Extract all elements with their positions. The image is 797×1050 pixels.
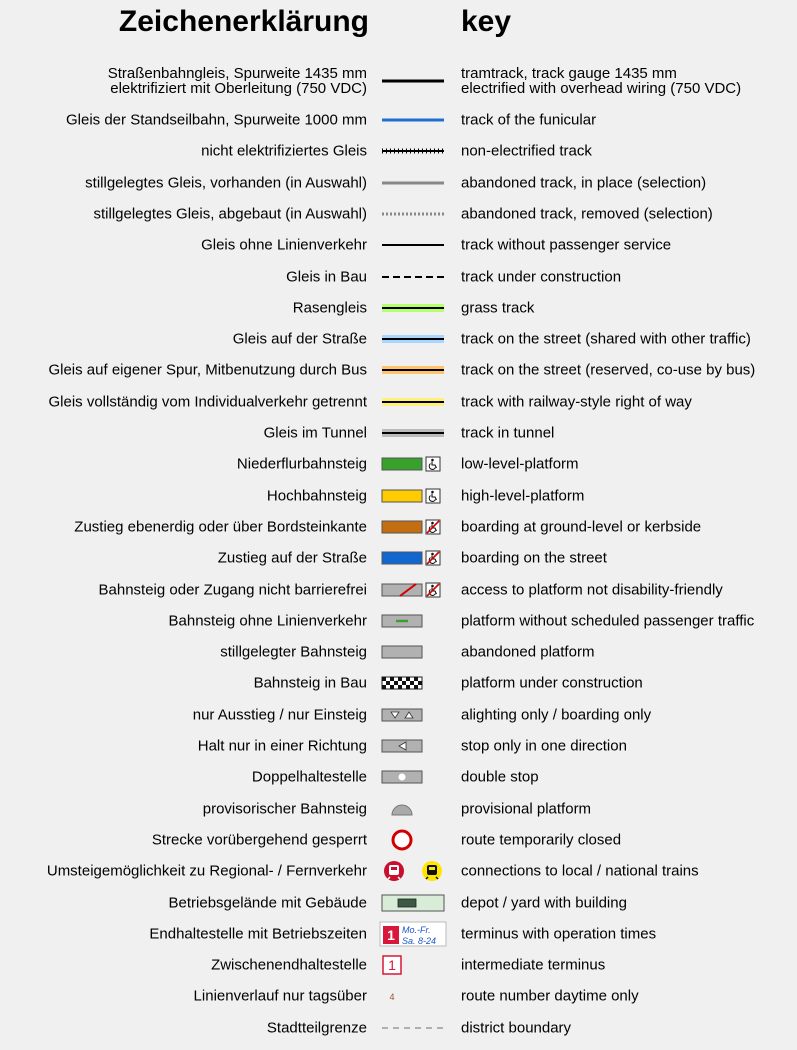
legend-label-english [461, 519, 701, 534]
legend-label-english-line: electrified with overhead wiring (750 VDC) [461, 80, 742, 97]
legend-label-english [461, 613, 754, 628]
legend-row [0, 231, 797, 259]
title-english: key [461, 5, 512, 38]
legend-label-german [152, 832, 367, 847]
legend-row [0, 106, 797, 134]
legend-label-german-line: stillgelegtes Gleis, abgebaut (in Auswahl) [93, 205, 367, 223]
legend-label-german [264, 426, 367, 441]
terminus-times-icon [378, 920, 448, 948]
legend-row [0, 419, 797, 447]
legend-label-english [461, 426, 554, 441]
street-boarding-no-wheelchair-icon [378, 544, 448, 572]
legend-label-german [286, 269, 367, 284]
legend-label-german-line: Gleis in Bau [286, 268, 367, 285]
legend-label-german [198, 739, 367, 754]
legend-row [0, 325, 797, 353]
legend-label-german [99, 582, 368, 597]
legend-label-english [461, 394, 692, 409]
legend-row [0, 763, 797, 791]
high-platform-wheelchair-icon [378, 482, 448, 510]
depot-building-icon [378, 889, 448, 917]
legend-label-german [201, 144, 367, 159]
legend-row [0, 1014, 797, 1042]
legend-label-english-line: track in tunnel [461, 424, 555, 442]
legend-row [0, 356, 797, 384]
not-accessible-platform-icon [378, 576, 448, 604]
legend-label-english-line: route temporarily closed [461, 831, 622, 849]
legend-row [0, 544, 797, 572]
legend-label-english-line: track on the street (shared with other traffic) [461, 330, 751, 348]
legend-label-english-line: track without passenger service [461, 236, 672, 254]
legend-label-english [461, 206, 713, 221]
legend-label-english-line: connections to local / national trains [461, 862, 699, 880]
legend-label-english-line: intermediate terminus [461, 956, 606, 974]
street-track-line-icon [378, 325, 448, 353]
legend-label-english [461, 676, 643, 691]
legend-row [0, 889, 797, 917]
legend-label-german-line: Halt nur in einer Richtung [197, 737, 367, 755]
legend-label-german-line: Linienverlauf nur tagsüber [193, 987, 367, 1005]
legend-label-german-line: elektrifiziert mit Oberleitung (750 VDC) [110, 80, 367, 97]
grass-track-line-icon [378, 294, 448, 322]
legend-label-german-line: stillgelegtes Gleis, vorhanden (in Auswahl) [85, 174, 367, 192]
legend-label-english-line: high-level-platform [461, 487, 585, 505]
track-no-service-line-icon [378, 231, 448, 259]
legend-label-german [203, 801, 367, 816]
legend-label-german-line: Rasengleis [292, 299, 367, 317]
legend-row [0, 450, 797, 478]
legend-label-english-line: abandoned platform [461, 643, 595, 661]
legend-label-german [201, 238, 367, 253]
legend-label-german [233, 332, 367, 347]
legend-label-english [461, 739, 627, 754]
low-platform-wheelchair-icon [378, 450, 448, 478]
legend-label-german [108, 66, 367, 96]
legend-label-english [461, 175, 706, 190]
legend-label-german-line: provisorischer Bahnsteig [202, 800, 367, 818]
legend-label-english-line: boarding on the street [461, 549, 607, 567]
legend-row [0, 638, 797, 666]
legend-label-english-line: low-level-platform [461, 455, 579, 473]
legend-row [0, 826, 797, 854]
legend-label-english-line: alighting only / boarding only [461, 706, 652, 724]
legend-label-german-line: Umsteigemöglichkeit zu Regional- / Fernverkehr [46, 862, 367, 880]
separated-track-line-icon [378, 388, 448, 416]
legend-row [0, 137, 797, 165]
intermediate-terminus-icon [378, 951, 448, 979]
legend-label-english [461, 300, 534, 315]
legend-row [0, 263, 797, 291]
legend-label-german [85, 175, 367, 190]
legend-row [0, 669, 797, 697]
legend-label-german-line: Gleis der Standseilbahn, Spurweite 1000 mm [66, 111, 367, 129]
legend-label-english [461, 895, 627, 910]
legend-label-german-line: Doppelhaltestelle [251, 768, 367, 786]
legend-label-english [461, 488, 584, 503]
legend-label-german-line: stillgelegter Bahnsteig [220, 643, 367, 661]
legend-label-german-line: Stadtteilgrenze [266, 1019, 367, 1037]
construction-track-dashed-icon [378, 263, 448, 291]
abandoned-platform-icon [378, 638, 448, 666]
legend-row [0, 920, 797, 948]
legend-label-german [169, 895, 367, 910]
tunnel-track-line-icon [378, 419, 448, 447]
legend-label-english [461, 864, 699, 879]
legend-label-german [66, 113, 367, 128]
svg-text:Sa. 8-24: Sa. 8-24 [402, 935, 437, 946]
legend-label-german-line: Gleis auf eigener Spur, Mitbenutzung durch Bus [48, 361, 367, 379]
legend-row [0, 982, 797, 1010]
legend-label-english-line: abandoned track, removed (selection) [461, 205, 713, 223]
legend-label-english [461, 238, 671, 253]
legend-label-german [149, 926, 367, 941]
legend-label-german [267, 488, 367, 503]
legend-label-english [461, 770, 539, 785]
legend-label-english-line: route number daytime only [461, 987, 639, 1005]
checkered-platform-icon [378, 669, 448, 697]
legend-label-german-line: Bahnsteig in Bau [253, 674, 367, 692]
legend-label-german [218, 551, 367, 566]
legend-row [0, 701, 797, 729]
legend-label-german-line: Zwischenendhaltestelle [211, 956, 367, 974]
removed-track-dotted-icon [378, 200, 448, 228]
legend-label-english-line: boarding at ground-level or kerbside [461, 518, 702, 536]
kerb-platform-no-wheelchair-icon [378, 513, 448, 541]
legend-label-german [193, 707, 367, 722]
legend-label-german [252, 770, 367, 785]
legend-row [0, 65, 797, 97]
legend-label-german-line: Betriebsgelände mit Gebäude [168, 894, 367, 911]
legend-row [0, 169, 797, 197]
legend-label-german-line: Gleis im Tunnel [263, 424, 367, 442]
legend-row [0, 294, 797, 322]
legend-label-english [461, 645, 594, 660]
legend-label-german [48, 363, 367, 378]
legend-label-english [461, 144, 592, 159]
legend-label-english [461, 269, 621, 284]
district-boundary-dashed-icon [378, 1014, 448, 1042]
legend-label-english-line: access to platform not disability-friendly [461, 581, 723, 598]
legend-row [0, 200, 797, 228]
legend-label-german [49, 394, 368, 409]
legend-label-english [461, 363, 755, 378]
legend-label-german [211, 958, 367, 973]
legend-label-german-line: Zustieg auf der Straße [217, 549, 367, 567]
svg-text:1: 1 [388, 957, 396, 974]
svg-text:1: 1 [387, 926, 395, 943]
legend-label-english-line: tramtrack, track gauge 1435 mm [461, 65, 677, 82]
legend-label-german [237, 457, 367, 472]
legend-row [0, 388, 797, 416]
legend-label-german-line: nur Ausstieg / nur Einsteig [192, 706, 367, 724]
legend-label-german-line: Gleis ohne Linienverkehr [201, 236, 367, 254]
legend-label-english-line: provisional platform [461, 800, 592, 818]
legend-label-german-line: Zustieg ebenerdig oder über Bordsteinkante [74, 518, 367, 536]
legend-label-english-line: double stop [461, 768, 539, 786]
legend-label-german [74, 519, 367, 534]
double-stop-dot-icon [378, 763, 448, 791]
legend-label-german [220, 645, 367, 660]
legend-label-german-line: Straßenbahngleis, Spurweite 1435 mm [107, 65, 367, 82]
legend-row [0, 607, 797, 635]
legend-label-german-line: Bahnsteig oder Zugang nicht barrierefrei [98, 581, 367, 598]
legend-label-english-line: grass track [461, 299, 535, 317]
legend-label-german-line: Bahnsteig ohne Linienverkehr [168, 612, 367, 630]
abandoned-track-line-icon [378, 169, 448, 197]
legend-label-german-line: Gleis auf der Straße [232, 330, 367, 348]
train-connection-icons [378, 857, 448, 885]
legend-label-german [94, 206, 368, 221]
legend-label-english [461, 832, 621, 847]
svg-text:4: 4 [389, 992, 395, 1003]
legend-label-english [461, 707, 651, 722]
legend-label-english-line: platform without scheduled passenger traffic [461, 612, 755, 630]
non-electrified-track-icon [378, 137, 448, 165]
legend-row [0, 732, 797, 760]
title-german: Zeichenerklärung [118, 5, 369, 38]
legend-label-english-line: district boundary [461, 1019, 572, 1037]
legend-label-german [194, 989, 367, 1004]
legend-label-german [267, 1020, 367, 1035]
legend-label-english-line: terminus with operation times [461, 925, 657, 943]
legend-label-german-line: Endhaltestelle mit Betriebszeiten [149, 925, 367, 943]
legend-label-english [461, 551, 607, 566]
legend-label-english [461, 457, 579, 472]
legend-label-english-line: stop only in one direction [461, 737, 627, 755]
legend-label-english [461, 582, 723, 597]
one-direction-triangle-icon [378, 732, 448, 760]
legend-label-english-line: track of the funicular [461, 111, 597, 129]
platform-no-service-icon [378, 607, 448, 635]
legend-label-german [169, 613, 367, 628]
svg-text:Mo.-Fr.: Mo.-Fr. [402, 924, 431, 935]
alight-board-triangles-icon [378, 701, 448, 729]
tram-track-line-icon [378, 67, 448, 95]
legend-label-german-line: Strecke vorübergehend gesperrt [151, 831, 367, 849]
legend-label-english-line: track with railway-style right of way [461, 393, 692, 411]
legend-label-german-line: nicht elektrifiziertes Gleis [201, 142, 367, 160]
legend-row [0, 951, 797, 979]
legend-label-german-line: Hochbahnsteig [266, 487, 367, 505]
legend-row [0, 482, 797, 510]
legend-label-english [461, 332, 751, 347]
legend-label-english-line: track on the street (reserved, co-use by bus) [461, 361, 756, 379]
half-circle-platform-icon [378, 795, 448, 823]
legend-row [0, 576, 797, 604]
bus-lane-track-line-icon [378, 356, 448, 384]
legend-row [0, 513, 797, 541]
daytime-route-number-icon [378, 982, 448, 1010]
legend-label-english [461, 958, 605, 973]
closed-ring-icon [378, 826, 448, 854]
legend-label-german-line: Gleis vollständig vom Individualverkehr getrennt [48, 393, 367, 411]
legend-label-english [461, 801, 591, 816]
legend-label-german [254, 676, 367, 691]
legend-label-english [461, 113, 596, 128]
legend-label-german-line: Niederflurbahnsteig [236, 455, 367, 473]
legend-label-english [461, 1020, 571, 1035]
legend-row [0, 795, 797, 823]
funicular-track-line-icon [378, 106, 448, 134]
legend-label-english [461, 926, 656, 941]
legend-label-english [461, 66, 741, 96]
legend-label-english-line: platform under construction [461, 674, 643, 692]
legend-label-english [461, 989, 639, 1004]
legend-label-german [47, 864, 367, 879]
legend-label-german [293, 300, 367, 315]
legend-row [0, 857, 797, 885]
legend-label-english-line: non-electrified track [461, 142, 592, 160]
legend-label-english-line: depot / yard with building [461, 894, 627, 911]
legend-label-english-line: track under construction [461, 268, 622, 285]
legend-label-english-line: abandoned track, in place (selection) [461, 174, 707, 192]
